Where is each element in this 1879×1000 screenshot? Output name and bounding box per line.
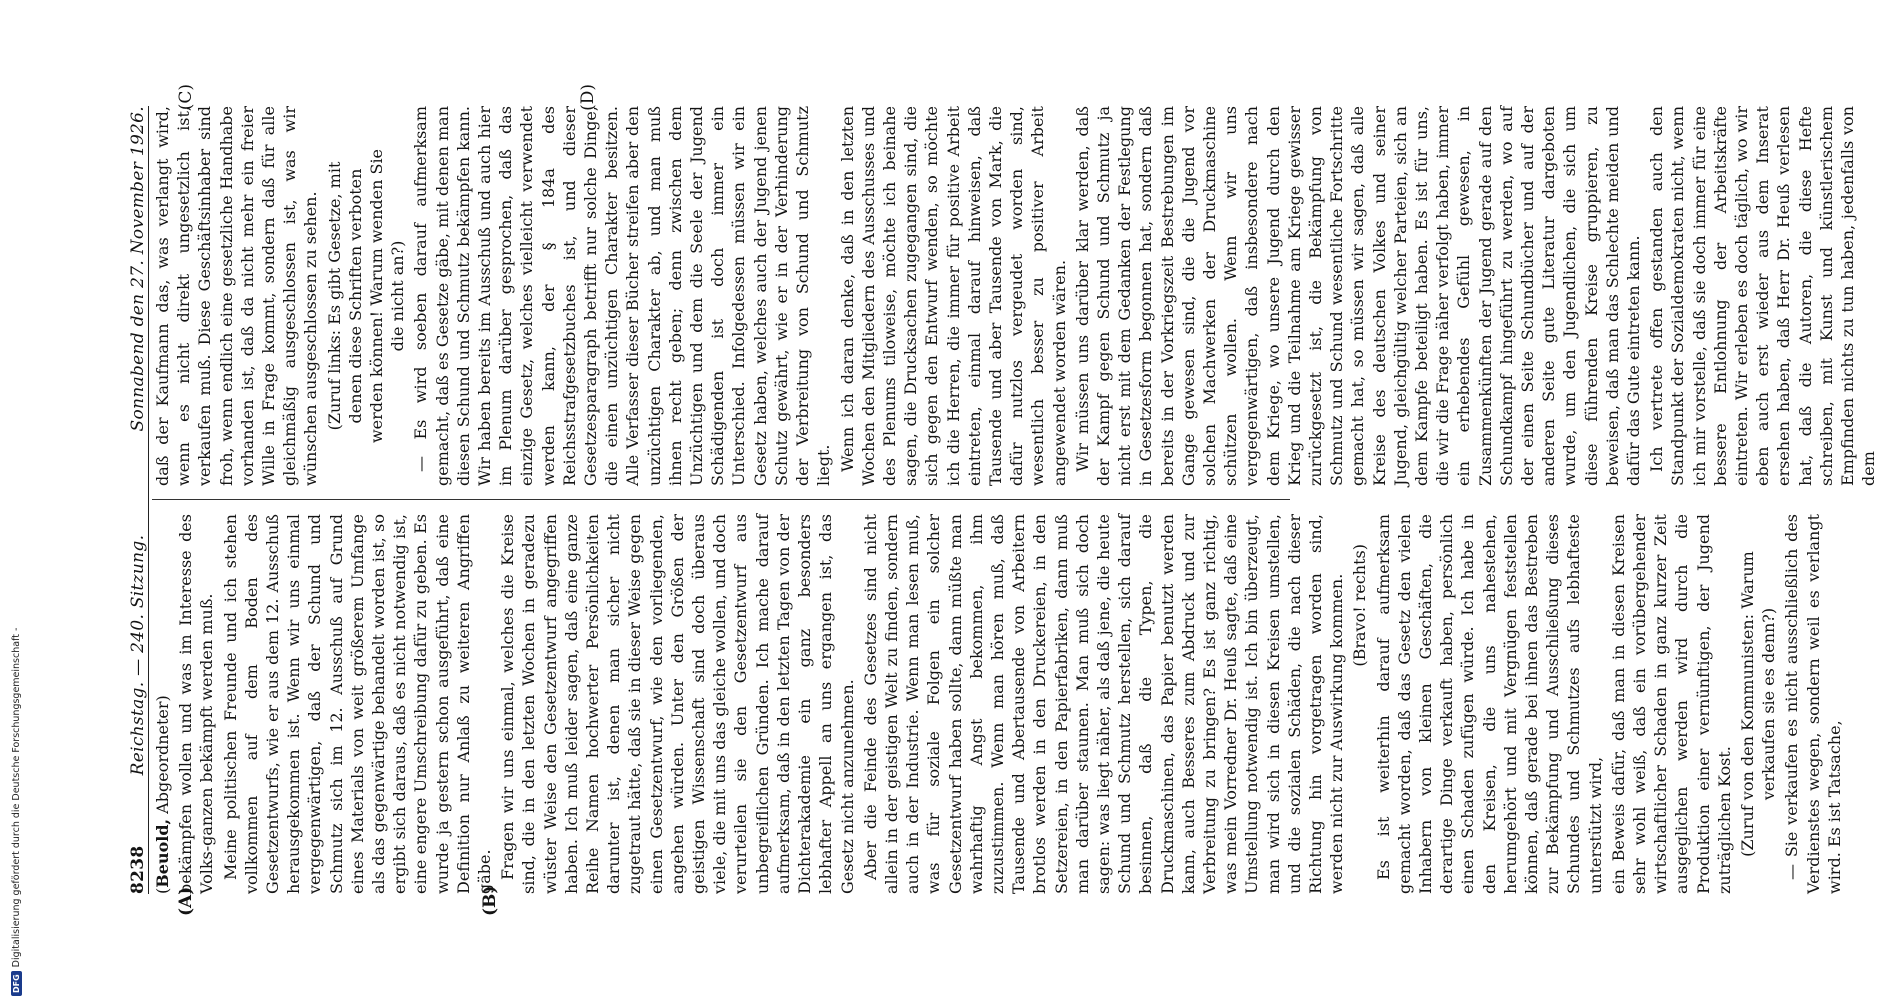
speaker-name: Beuold,	[153, 818, 172, 888]
paragraph: Fragen wir uns einmal, welches die Kreise sind, die in den letzten Wochen in geradezu wüster Weise den Gesetzentwurf angegriffen haben. Ich muß leider sagen, daß eine ganze Reihe Namen hochwerter Persönlichkeiten darunter ist, denen man sicher nicht zugetraut hätte, daß sie in dieser Weise gegen einen Gesetzentwurf, wie den vorliegenden, angehen würden. Unter den Größen der geistigen Wissenschaft sind doch überaus viele, die mit uns das gleiche wollen, und doch verurteilen sie den Gesetzentwurf aus unbegreiflichen Gründen. Ich mache darauf aufmerksam, daß in den letzten Tagen von der Dichterakademie ein ganz besonders lebhafter Appell an uns ergangen ist, das Gesetz nicht anzunehmen.	[498, 514, 857, 894]
margin-marker-a: (A)	[176, 886, 196, 916]
dfg-logo-icon: DFG	[11, 971, 22, 996]
left-column	[152, 514, 1844, 916]
rotated-document-page	[100, 84, 1879, 916]
margin-marker-b: (B)	[480, 885, 500, 916]
paragraph: Meine politischen Freunde und ich stehen vollkommen auf dem Boden des Gesetzentwurfs, wie er aus dem 12. Ausschuß herausgekommen ist. Wenn wir uns einmal vergegenwärtigen, daß der Schund und Schmutz sich im 12. Ausschuß auf Grund eines Materials von weit größerem Umfange als das gegenwärtige behandelt worden ist, so ergibt sich daraus, daß es nicht notwendig ist, eine engere Umschreibung dafür zu geben. Es wurde ja gestern schon ausgeführt, daß eine Definition nur Anlaß zu weiteren Angriffen gäbe.	[220, 514, 495, 894]
paragraph: Wir müssen uns darüber klar werden, daß der Kampf gegen Schund und Schmutz ja nicht erst mit dem Gedanken der Festlegung in Gesetzesform begonnen hat, sondern daß bereits in der Vorkriegszeit Bestrebungen im Gange gewesen sind, die die Jugend vor solchen Machwerken der Druckmaschine schützen wollen. Wenn wir uns vergegenwärtigen, daß insbesondere nach dem Kriege, wo unsere Jugend durch den Krieg und die Teilnahme am Kriege gewisser zurückgesetzt ist, die Bekämpfung von Schmutz und Schund wesentliche Fortschritte gemacht hat, so müssen wir sagen, daß alle Kreise des deutschen Volkes und seiner Jugend, gleichgültig welcher Parteien, sich an dem Kampfe beteiligt haben. Es ist für uns, die wir die Frage näher verfolgt haben, immer ein erhebendes Gefühl gewesen, in Zusammenkünften der Jugend gerade auf den Schundkampf hingeführt zu werden, wo auf der einen Seite Schundbücher und auf der anderen Seite gute Literatur dargeboten wurde, um den Jugendlichen, die sich um diese führenden Kreise gruppieren, zu beweisen, daß man das Schlechte meiden und dafür das Gute eintreten kann.	[1072, 106, 1644, 486]
text-columns	[152, 84, 1879, 916]
column-divider	[152, 499, 1290, 500]
interjection: (Zuruf von den Kommunisten: Warum verkaufen sie es denn?)	[1738, 551, 1779, 857]
paragraph: ein Beweis dafür, daß man in diesen Kreisen sehr wohl weiß, daß ein vorübergehender wirtschaftlicher Schaden in ganz kurzer Zeit ausgeglichen werden wird durch die Produktion einer vernünftigen, der Jugend zuträglichen Kost.	[1608, 514, 1734, 894]
speaker-role: Abgeordneter)	[153, 695, 172, 814]
interjection: (Zuruf links: Es gibt Gesetze, mit denen diese Schriften verboten werden können! Warum wenden Sie die nicht an?)	[324, 148, 408, 444]
page-number: 8238	[128, 845, 148, 894]
paragraph: Es ist weiterhin darauf aufmerksam gemacht worden, daß das Gesetz den vielen Inhabern von kleinen Geschäften, die derartige Dinge verkauft haben, persönlich einen Schaden zufügen würde. Ich habe in den Kreisen, die uns nahestehen, herumgehört und mit Vergnügen feststellen können, daß gerade bei ihnen das Bestreben zur Bekämpfung und Ausschließung dieses Schundes und Schmutzes aufs lebhafteste unterstützt wird,	[1373, 514, 1605, 894]
session-title: Reichstag. — 240. Sitzung.	[128, 534, 148, 776]
paragraph: — Es wird soeben darauf aufmerksam gemacht, daß es Gesetze gäbe, mit denen man diesen Schund und Schmutz bekämpfen kann. Wir haben bereits im Ausschuß und auch hier im Plenum darüber gesprochen, daß das einzige Gesetz, welches vielleicht verwendet werden kann, der § 184a des Reichsstrafgesetzbuches ist, und dieser Gesetzesparagraph betrifft nur solche Dinge, die einen unzüchtigen Charakter besitzen. Alle Verfasser dieser Bücher streifen aber den unzüchtigen Charakter ab, und man muß ihnen recht geben; denn zwischen dem Unzüchtigen und dem die Seele der Jugend Schädigenden ist doch immer ein Unterschied. Infolgedessen müssen wir ein Gesetz haben, welches auch der Jugend jenen Schutz gewährt, wie er in der Verhinderung der Verbreitung von Schund und Schmutz liegt.	[411, 106, 834, 486]
page-header	[114, 106, 149, 894]
paragraph: Ich vertrete offen gestanden auch den Standpunkt der Sozialdemokraten nicht, wenn ich mir vorstelle, daß sie doch immer für eine bessere Entlohnung der Arbeitskräfte eintreten. Wir erleben es doch täglich, wo wir eben auch erst wieder aus dem Inserat ersehen haben, daß Herr Dr. Heuß verlesen hat, daß die Autoren, die diese Hefte schreiben, mit Kunst und künstlerischem Empfinden nichts zu tun haben, jedenfalls von dem	[1647, 106, 1879, 486]
applause-note: (Bravo! rechts)	[1350, 544, 1370, 667]
paragraph: bekämpfen wollen und was im Interesse des Volks-ganzen bekämpft werden muß.	[176, 514, 217, 894]
right-column	[152, 84, 1879, 486]
speaker-line: (Beuold, Abgeordneter)	[153, 695, 172, 894]
footer-text: Digitalisierung gefördert durch die Deutsche Forschungsgemeinschaft -	[11, 627, 22, 968]
paragraph: daß der Kaufmann das, was verlangt wird, wenn es nicht direkt ungesetzlich ist, verkaufen muß. Diese Geschäftsinhaber sind froh, wenn endlich eine gesetzliche Handhabe vorhanden ist, daß da nicht mehr ein freier Wille in Frage kommt, sondern daß für alle gleichmäßig ausgeschlossen ist, was wir wünschen ausgeschlossen zu sehen.	[153, 106, 321, 486]
paragraph: Aber die Feinde des Gesetzes sind nicht allein in der geistigen Welt zu finden, sondern auch in der Industrie. Wenn man lesen muß, was für soziale Folgen ein solcher Gesetzentwurf haben sollte, dann müßte man wahrhaftig Angst bekommen, ihm zuzustimmen. Wenn man hören muß, daß Tausende und Abertausende von Arbeitern brotlos werden in den Druckereien, in den Setzereien, in den Papierfabriken, dann muß man darüber staunen. Man muß sich doch sagen: was liegt näher, als daß jene, die heute Schund und Schmutz herstellen, sich darauf besinnen, daß die Typen, die Druckmaschinen, das Papier benutzt werden kann, auch Besseres zum Abdruck und zur Verbreitung zu bringen? Es ist ganz richtig, was mein Vorredner Dr. Heuß sagte, daß eine Umstellung notwendig ist. Ich bin überzeugt, man wird sich in diesen Kreisen umstellen, und die sozialen Schäden, die nach dieser Richtung hin vorgetragen worden sind, werden nicht zur Auswirkung kommen.	[860, 514, 1347, 894]
paragraph: — Sie verkaufen es nicht ausschließlich des Verdienstes wegen, sondern weil es verlangt wird. Es ist Tatsache,	[1782, 514, 1844, 894]
session-date: Sonnabend den 27. November 1926.	[128, 106, 148, 432]
margin-marker-c: (C)	[176, 84, 196, 111]
margin-marker-d: (D)	[578, 84, 598, 111]
paragraph: Wenn ich daran denke, daß in den letzten Wochen den Mitgliedern des Ausschusses und des Plenums tiloweise, möchte ich beinahe sagen, die Drucksachen zugegangen sind, die sich gegen den Entwurf wenden, so möchte ich die Herren, die immer für positive Arbeit eintreten, einmal darauf hinweisen, daß Tausende und aber Tausende von Mark, die dafür nutzlos vergeudet worden sind, wesentlich besser zu positiver Arbeit angewendet worden wären.	[837, 106, 1069, 486]
